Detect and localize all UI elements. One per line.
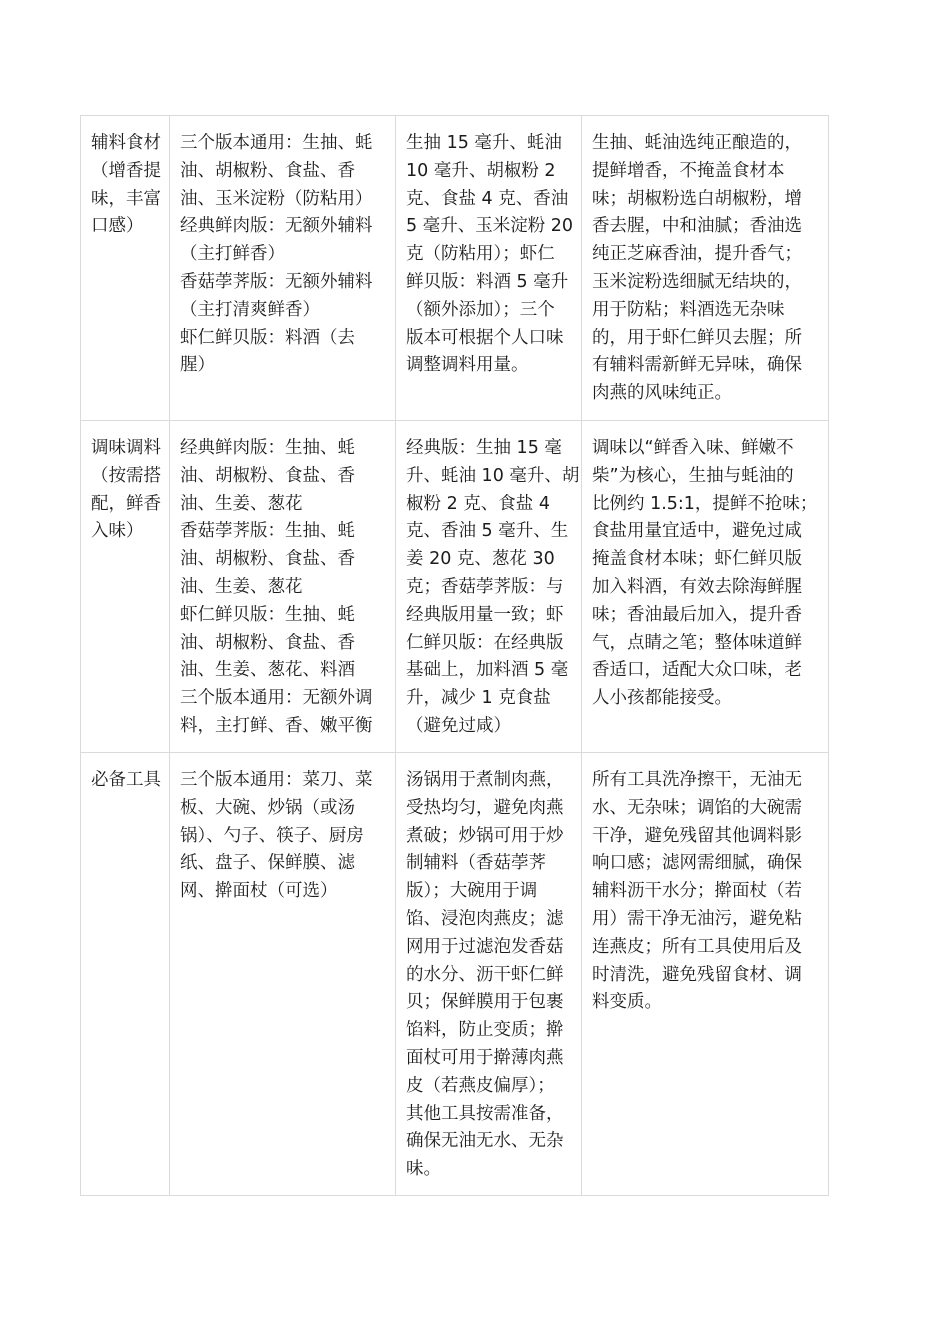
cell-text-line: 三个版本通用：生抽、蚝 — [180, 133, 373, 153]
cell-text-line: 经典版用量一致；虾 — [406, 604, 564, 625]
cell-text-line: 配，鲜香 — [91, 493, 161, 514]
cell-text-line: 姜 20 克、葱花 30 — [406, 549, 555, 570]
cell-text-line: 人小孩都能接受。 — [592, 688, 732, 709]
cell-text-line: 口感） — [91, 216, 144, 237]
notes-cell — [582, 116, 829, 421]
row-essential-tools — [81, 753, 829, 1196]
cell-text-line: 升，减少 1 克食盐 — [406, 688, 551, 709]
cell-text-line: 的水分、沥干虾仁鲜 — [406, 964, 564, 985]
cell-text-line: （主打鲜香） — [180, 244, 285, 265]
cell-text-line: 加入料酒，有效去除海鲜腥 — [592, 576, 802, 597]
cell-text-line: 鲜贝版：料酒 5 毫升 — [406, 271, 569, 292]
cell-text-line: 油、胡椒粉、食盐、香 — [180, 549, 355, 570]
cell-text-line: 锅）、勺子、筷子、厨房 — [180, 825, 364, 846]
cell-text-line: 基础上，加料酒 5 毫 — [406, 660, 569, 681]
cell-text-line: 生抽、蚝油选纯正酿造的， — [592, 133, 802, 153]
cell-text-line: 仁鲜贝版：在经典版 — [406, 632, 564, 653]
cell-text-line: 经典鲜肉版：生抽、蚝 — [180, 438, 355, 458]
category-cell — [81, 753, 170, 1196]
amount-cell — [396, 116, 582, 421]
cell-text-line: 克、香油 5 毫升、生 — [406, 521, 569, 542]
cell-text-line: 板、大碗、炒锅（或汤 — [180, 797, 355, 818]
cell-text-line: （额外添加）；三个 — [406, 299, 555, 320]
cell-text-line: 煮破；炒锅可用于炒 — [406, 825, 564, 846]
cell-text-line: 油、胡椒粉、食盐、香 — [180, 465, 355, 486]
cell-text-line: 柴”为核心，生抽与蚝油的 — [592, 465, 794, 486]
cell-text-line: 油、生姜、葱花 — [180, 576, 303, 597]
cell-text-line: 经典版：生抽 15 毫 — [406, 438, 562, 458]
amount-cell — [396, 421, 582, 753]
row-auxiliary-ingredients — [81, 116, 829, 421]
cell-text-line: 香适口，适配大众口味，老 — [592, 660, 802, 681]
cell-text-line: （增香提 — [91, 160, 161, 181]
cell-text-line: 有辅料需新鲜无异味，确保 — [592, 355, 802, 376]
cell-text-line: 网、擀面杖（可选） — [180, 881, 338, 902]
amount-cell — [396, 753, 582, 1196]
cell-text-line: 版）；大碗用于调 — [406, 881, 538, 902]
cell-text-line: 油、胡椒粉、食盐、香 — [180, 632, 355, 653]
cell-text-line: 料，主打鲜、香、嫩平衡 — [180, 715, 373, 736]
cell-text-line: 调味以“鲜香入味、鲜嫩不 — [592, 438, 794, 458]
cell-text-line: 所有工具洗净擦干，无油无 — [592, 770, 802, 790]
cell-text-line: 纸、盘子、保鲜膜、滤 — [180, 853, 355, 874]
cell-text-line: 肉燕的风味纯正。 — [592, 383, 732, 404]
cell-text-line: 贝；保鲜膜用于包裹 — [406, 992, 564, 1013]
cell-text-line: 食盐用量宜适中，避免过咸 — [592, 521, 802, 542]
cell-text-line: 椒粉 2 克、食盐 4 — [406, 493, 550, 514]
notes-cell — [582, 421, 829, 753]
category-cell — [81, 116, 170, 421]
cell-text-line: 玉米淀粉选细腻无结块的， — [592, 271, 802, 292]
ingredients-table — [80, 115, 829, 1196]
cell-text-line: 经典鲜肉版：无额外辅料 — [180, 216, 373, 237]
cell-text-line: 纯正芝麻香油，提升香气； — [592, 244, 802, 265]
cell-text-line: 水、无杂味；调馅的大碗需 — [592, 797, 802, 818]
cell-text-line: 干净，避免残留其他调料影 — [592, 825, 802, 846]
cell-text-line: 馅料，防止变质；擀 — [406, 1020, 564, 1041]
cell-text-line: 汤锅用于煮制肉燕， — [406, 770, 564, 790]
cell-text-line: 三个版本通用：菜刀、菜 — [180, 770, 373, 790]
cell-text-line: 升、蚝油 10 毫升、胡 — [406, 465, 580, 486]
cell-text-line: 网用于过滤泡发香菇 — [406, 936, 564, 957]
category-cell — [81, 421, 170, 753]
cell-text-line: 用于防粘；料酒选无杂味 — [592, 299, 785, 320]
cell-text-line: （按需搭 — [91, 465, 161, 486]
version-items-cell — [170, 753, 396, 1196]
version-items-cell — [170, 421, 396, 753]
cell-text-line: 香去腥，中和油腻；香油选 — [592, 216, 802, 237]
cell-text-line: 必备工具 — [91, 770, 161, 790]
cell-text-line: 腥） — [180, 355, 215, 376]
cell-text-line: 虾仁鲜贝版：料酒（去 — [180, 327, 355, 348]
cell-text-line: 10 毫升、胡椒粉 2 — [406, 160, 556, 181]
cell-text-line: 味，丰富 — [91, 188, 161, 209]
cell-text-line: 生抽 15 毫升、蚝油 — [406, 133, 562, 153]
cell-text-line: 虾仁鲜贝版：生抽、蚝 — [180, 604, 355, 625]
cell-text-line: 面杖可用于擀薄肉燕 — [406, 1047, 564, 1068]
cell-text-line: 确保无油无水、无杂 — [406, 1131, 564, 1152]
cell-text-line: 油、胡椒粉、食盐、香 — [180, 160, 355, 181]
cell-text-line: 馅、浸泡肉燕皮；滤 — [406, 908, 564, 929]
cell-text-line: 提鲜增香，不掩盖食材本 — [592, 160, 785, 181]
cell-text-line: 料变质。 — [592, 992, 662, 1013]
cell-text-line: 油、生姜、葱花 — [180, 493, 303, 514]
cell-text-line: 的，用于虾仁鲜贝去腥；所 — [592, 327, 802, 348]
cell-text-line: 用）需干净无油污，避免粘 — [592, 908, 802, 929]
cell-text-line: 5 毫升、玉米淀粉 20 — [406, 216, 574, 237]
cell-text-line: 掩盖食材本味；虾仁鲜贝版 — [592, 549, 802, 570]
cell-text-line: 油、玉米淀粉（防粘用） — [180, 188, 373, 209]
cell-text-line: 其他工具按需准备， — [406, 1103, 564, 1124]
cell-text-line: 油、生姜、葱花、料酒 — [180, 660, 355, 681]
cell-text-line: 比例约 1.5:1，提鲜不抢味； — [592, 493, 818, 514]
cell-text-line: 响口感；滤网需细腻，确保 — [592, 853, 802, 874]
cell-text-line: 气，点睛之笔；整体味道鲜 — [592, 632, 802, 653]
cell-text-line: 制辅料（香菇荸荠 — [406, 853, 546, 874]
row-seasonings — [81, 421, 829, 753]
cell-text-line: 味。 — [406, 1159, 441, 1180]
cell-text-line: 克（防粘用）；虾仁 — [406, 244, 555, 265]
cell-text-line: 调味调料 — [91, 438, 161, 458]
cell-text-line: 版本可根据个人口味 — [406, 327, 564, 348]
cell-text-line: 时清洗，避免残留食材、调 — [592, 964, 802, 985]
cell-text-line: 辅料食材 — [91, 133, 161, 153]
notes-cell — [582, 753, 829, 1196]
cell-text-line: 皮（若燕皮偏厚）； — [406, 1075, 555, 1096]
version-items-cell — [170, 116, 396, 421]
table-body — [81, 116, 829, 1196]
cell-text-line: 香菇荸荠版：无额外辅料 — [180, 271, 373, 292]
cell-text-line: 克；香菇荸荠版：与 — [406, 576, 564, 597]
cell-text-line: 味；胡椒粉选白胡椒粉，增 — [592, 188, 802, 209]
cell-text-line: 香菇荸荠版：生抽、蚝 — [180, 521, 355, 542]
cell-text-line: 调整调料用量。 — [406, 355, 529, 376]
cell-text-line: 连燕皮；所有工具使用后及 — [592, 936, 802, 957]
cell-text-line: 入味） — [91, 521, 144, 542]
cell-text-line: （避免过咸） — [406, 715, 511, 736]
cell-text-line: 味；香油最后加入，提升香 — [592, 604, 802, 625]
cell-text-line: 克、食盐 4 克、香油 — [406, 188, 569, 209]
cell-text-line: 三个版本通用：无额外调 — [180, 688, 373, 709]
cell-text-line: （主打清爽鲜香） — [180, 299, 320, 320]
cell-text-line: 受热均匀，避免肉燕 — [406, 797, 564, 818]
cell-text-line: 辅料沥干水分；擀面杖（若 — [592, 881, 802, 902]
